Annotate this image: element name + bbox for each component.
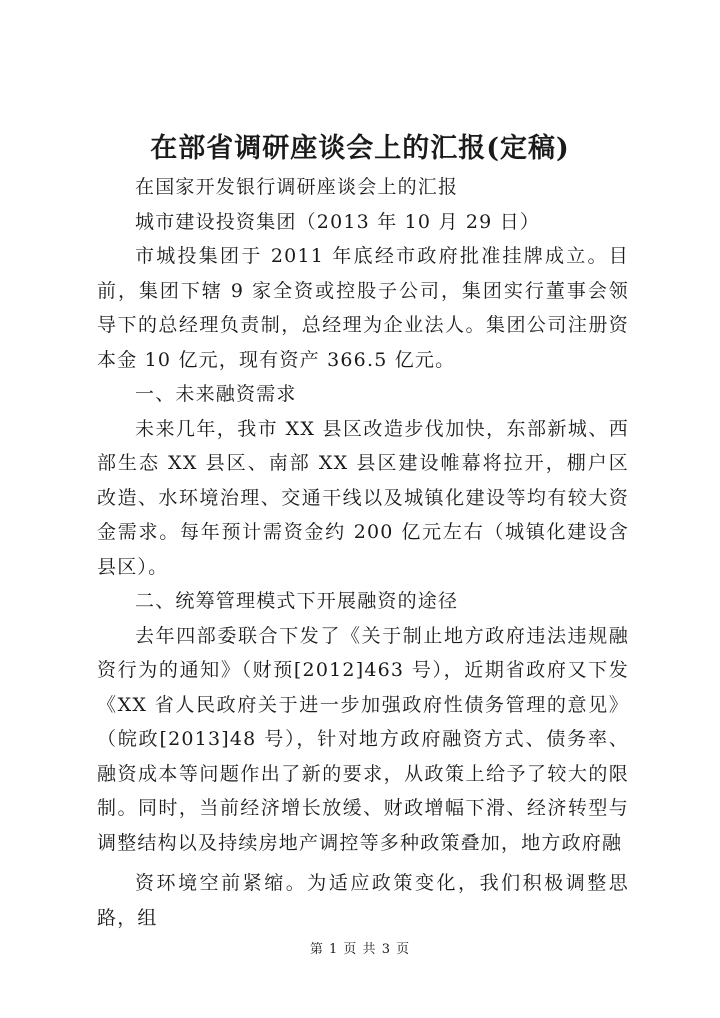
section-heading-2: 二、统筹管理模式下开展融资的途径 [135, 590, 459, 612]
section-heading-1: 一、未来融资需求 [135, 383, 297, 405]
paragraph-policy: 去年四部委联合下发了《关于制止地方政府违法违规融资行为的通知》（财预[2012]463 号），近期省政府又下发《XX 省人民政府关于进一步加强政府性债务管理的意见》（皖政[2013]48 号），针对地方政府融资方式、债务率、融资成本等问题作出了新的要求，从政策上给予了较大的限制。同时，当前经济增长放缓、财政增幅下滑、经济转型与调整结构以及持续房地产调控等多种政策叠加，地方政府融 [97, 624, 629, 854]
paragraph-intro: 市城投集团于 2011 年底经市政府批准挂牌成立。目前，集团下辖 9 家全资或控股子公司，集团实行董事会领导下的总经理负责制，总经理为企业法人。集团公司注册资本金 10 亿元，现有资产 366.5 亿元。 [97, 245, 629, 371]
document-title: 在部省调研座谈会上的汇报(定稿) [150, 133, 570, 164]
paragraph-continuation: 资环境空前紧缩。为适应政策变化，我们积极调整思路，组 [97, 872, 629, 929]
paragraph-financing-needs: 未来几年，我市 XX 县区改造步伐加快，东部新城、西部生态 XX 县区、南部 XX 县区建设帷幕将拉开，棚户区改造、水环境治理、交通干线以及城镇化建设等均有较大资金需求。每年预计需资金约 200 亿元左右（城镇化建设含县区）。 [97, 417, 629, 578]
page-number: 第 1 页 共 3 页 [309, 942, 411, 957]
paragraph-subtitle: 在国家开发银行调研座谈会上的汇报 [135, 176, 459, 198]
document-body [97, 170, 629, 935]
paragraph-author-date: 城市建设投资集团（2013 年 10 月 29 日） [135, 210, 541, 233]
